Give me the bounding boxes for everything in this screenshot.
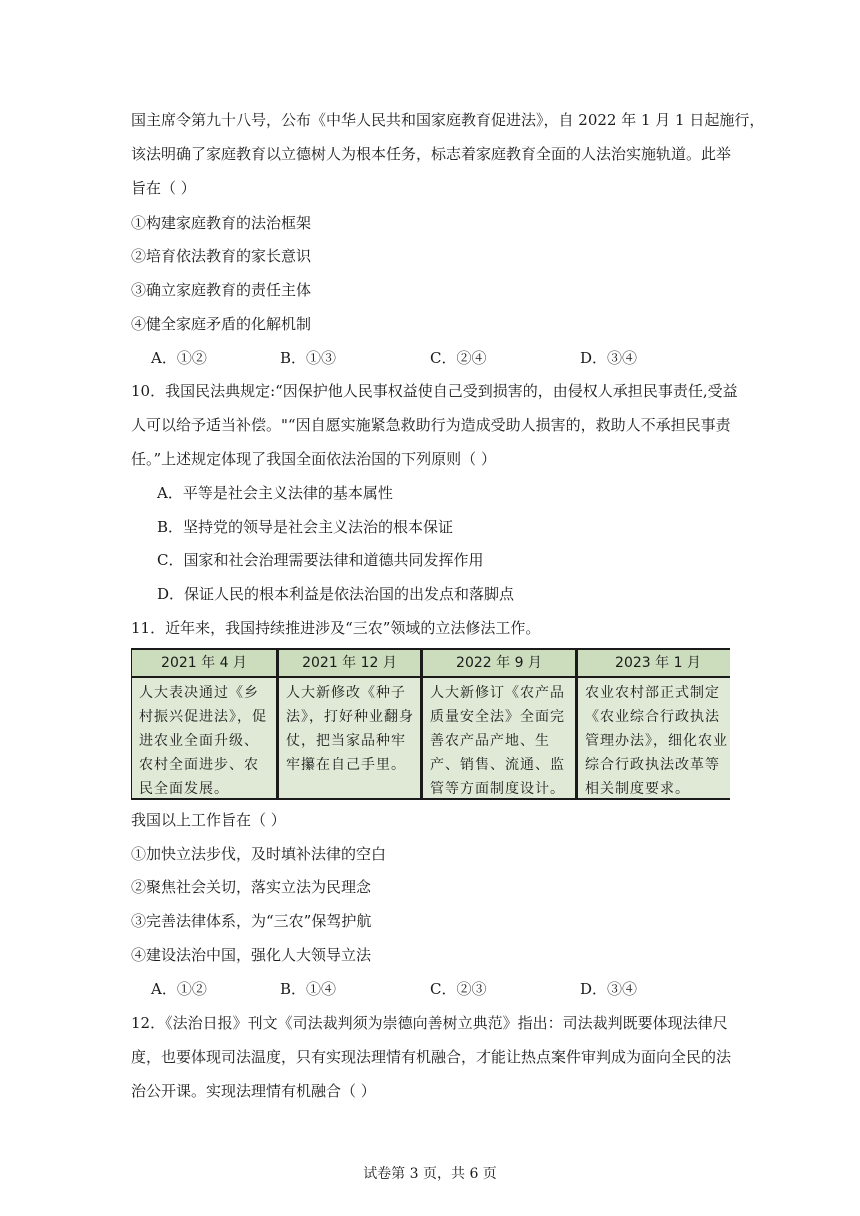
q10-line-1: 10．我国民法典规定:“因保护他人民事权益使自己受到损害的，由侵权人承担民事责任,受益 [131, 382, 738, 400]
timeline-text: 人大新修改《种子法》，打好种业翻身仗，把当家品种牢牢攥在自己手里。 [286, 685, 414, 773]
q11-statement-3: ③完善法律体系，为“三农”保驾护航 [131, 912, 372, 930]
q9-line-2: 该法明确了家庭教育以立德树人为根本任务，标志着家庭教育全面的人法治实施轨道。此举 [131, 145, 732, 163]
page-footer: 试卷第 3 页，共 6 页 [363, 1166, 497, 1182]
q11-option-d[interactable]: D．③④ [580, 980, 638, 998]
timeline-column [279, 650, 423, 798]
q9-option-d[interactable]: D．③④ [580, 349, 638, 367]
q9-option-c[interactable]: C．②④ [430, 349, 487, 367]
q9-statement-4: ④健全家庭矛盾的化解机制 [131, 315, 312, 333]
legislation-timeline-table [131, 648, 730, 800]
q10-line-3: 任。”上述规定体现了我国全面依法治国的下列原则（ ） [131, 450, 496, 468]
q12-line-2: 度，也要体现司法温度，只有实现法理情有机融合，才能让热点案件审判成为面向全民的法 [131, 1048, 732, 1066]
q11-option-a[interactable]: A．①② [151, 980, 207, 998]
timeline-text: 农业农村部正式制定《农业综合行政执法管理办法》，细化农业综合行政执法改革等相关制度要求。 [585, 685, 728, 797]
timeline-date: 2023 年 1 月 [578, 650, 730, 678]
q12-line-3: 治公开课。实现法理情有机融合（ ） [131, 1082, 376, 1100]
timeline-column [578, 650, 730, 798]
q11-option-c[interactable]: C．②③ [430, 980, 487, 998]
q11-question: 我国以上工作旨在（ ） [131, 811, 286, 829]
q10-choice-b[interactable]: B．坚持党的领导是社会主义法治的根本保证 [157, 518, 454, 536]
q9-line-3: 旨在（ ） [131, 179, 196, 197]
q11-statement-4: ④建设法治中国，强化人大领导立法 [131, 946, 372, 964]
q9-statement-2: ②培育依法教育的家长意识 [131, 247, 312, 265]
q11-intro: 11．近年来，我国持续推进涉及“三农”领域的立法修法工作。 [131, 619, 541, 637]
q9-statement-3: ③确立家庭教育的责任主体 [131, 281, 312, 299]
q9-statement-1: ①构建家庭教育的法治框架 [131, 214, 312, 232]
timeline-text: 人大表决通过《乡村振兴促进法》，促进农业全面升级、农村全面进步、农民全面发展。 [139, 685, 267, 797]
q9-option-b[interactable]: B．①③ [280, 349, 337, 367]
q11-statement-1: ①加快立法步伐，及时填补法律的空白 [131, 845, 387, 863]
q10-line-2: 人可以给予适当补偿。"“因自愿实施紧急救助行为造成受助人损害的，救助人不承担民事责 [131, 416, 731, 434]
timeline-text: 人大新修订《农产品质量安全法》全面完善农产品产地、生产、销售、流通、监管等方面制度设计。 [430, 685, 565, 797]
q11-option-b[interactable]: B．①④ [280, 980, 337, 998]
q10-choice-d[interactable]: D．保证人民的根本利益是依法治国的出发点和落脚点 [157, 585, 515, 603]
q11-statement-2: ②聚焦社会关切，落实立法为民理念 [131, 878, 372, 896]
q10-choice-c[interactable]: C．国家和社会治理需要法律和道德共同发挥作用 [157, 551, 484, 569]
q9-option-a[interactable]: A．①② [151, 349, 207, 367]
q12-line-1: 12．《法治日报》刊文《司法裁判须为崇德向善树立典范》指出：司法裁判既要体现法律尺 [131, 1014, 728, 1032]
timeline-date: 2022 年 9 月 [423, 650, 575, 678]
timeline-column [132, 650, 279, 798]
timeline-date: 2021 年 12 月 [279, 650, 420, 678]
q10-choice-a[interactable]: A．平等是社会主义法律的基本属性 [157, 484, 393, 502]
timeline-column [423, 650, 578, 798]
timeline-date: 2021 年 4 月 [132, 650, 276, 678]
q9-line-1: 国主席令第九十八号，公布《中华人民共和国家庭教育促进法》，自 2022 年 1 月 1 日起施行， [131, 111, 765, 129]
